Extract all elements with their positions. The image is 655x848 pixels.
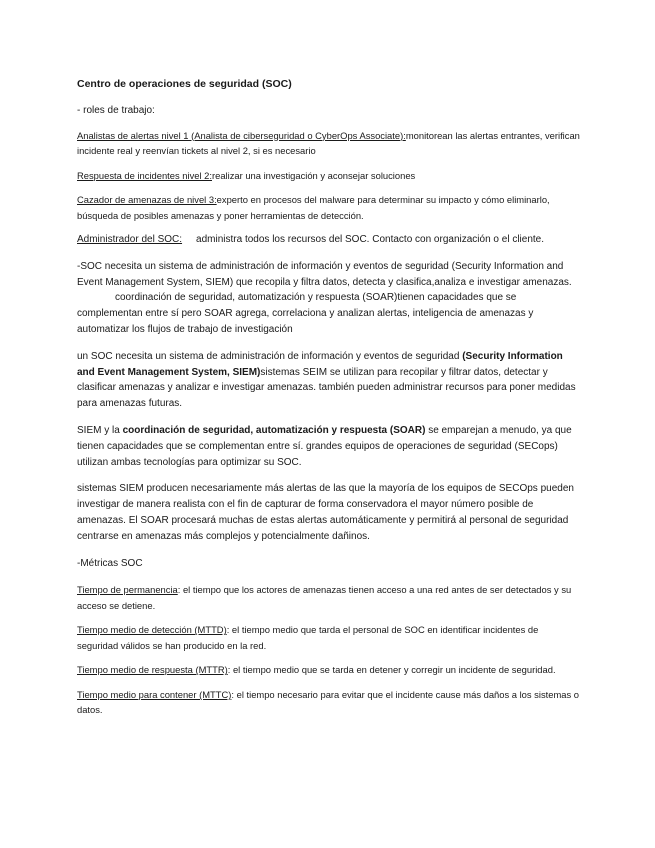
metric-mttd-text: : el tiempo medio que tarda el personal de SOC en identificar incidentes de seguridad válidos se han producido en la red. — [77, 624, 539, 651]
paragraph-siem-bold: (Security Information and Event Management System, SIEM) — [77, 350, 563, 378]
page-title: Centro de operaciones de seguridad (SOC) — [77, 78, 292, 90]
role-level-1-label: Analistas de alertas nivel 1 (Analista de ciberseguridad o CyberOps Associate): — [77, 129, 406, 141]
metric-mttc-text: : el tiempo necesario para evitar que el incidente cause más daños a los sistemas o datos. — [77, 688, 579, 716]
paragraph-soar-b: se emparejan a menudo, ya que tienen capacidades que se complementan entre sí. grandes equipos de operaciones de seguridad (SECops) utilizan ambas tecnologías para optimizar su SOC. — [77, 425, 572, 468]
paragraph-siem-soar-a: -SOC necesita un sistema de administración de información y eventos de seguridad (Security Information and Event Management System, SIEM) que recopila y filtra datos, detecta y clasifica,analiza e investigar amenazas. — [77, 260, 572, 288]
paragraph-siem — [77, 349, 582, 412]
metric-dwell-time — [77, 582, 582, 613]
metric-mttc-label: Tiempo medio para contener (MTTC) — [77, 688, 232, 700]
role-admin-text: administra todos los recursos del SOC. Contacto con organización o el cliente. — [196, 234, 545, 246]
paragraph-siem-soar-b: coordinación de seguridad, automatización y respuesta (SOAR)tienen capacidades que se complementan entre sí pero SOAR agrega, correlaciona y analizan alertas, inteligencia de amenazas y automatizar los flujos de trabajo de investigación — [77, 292, 534, 336]
roles-header: - roles de trabajo: — [77, 104, 155, 116]
role-admin-label: Administrador del SOC: — [77, 234, 183, 246]
role-level-2-label: Respuesta de incidentes nivel 2: — [77, 169, 212, 181]
paragraph-siem-soar — [77, 259, 582, 338]
metric-mttd-label: Tiempo medio de detección (MTTD) — [77, 624, 227, 636]
paragraph-soar — [77, 423, 582, 470]
paragraph-siem-b: sistemas SEIM se utilizan para recopilar y filtrar datos, detectar y clasificar amenazas y analizar e investigar amenazas. también pueden administrar recursos para poner medidas para amenazas futuras. — [77, 366, 576, 410]
role-admin — [77, 232, 582, 248]
paragraph-soar-a: SIEM y la — [77, 425, 123, 437]
metric-mttr — [77, 662, 582, 678]
role-level-3-label: Cazador de amenazas de nivel 3: — [77, 194, 217, 206]
paragraph-alerts: sistemas SIEM producen necesariamente más alertas de las que la mayoría de los equipos de SECOps pueden investigar de manera realista con el fin de capturar de forma conservadora el mayor número posible de amenazas. El SOAR procesará muchas de estas alertas automáticamente y permitirá al personal de seguridad centrarse en amenazas más complejos y potencialmente dañinos. — [77, 483, 574, 542]
paragraph-siem-a: un SOC necesita un sistema de administración de información y eventos de seguridad — [77, 350, 463, 362]
paragraph-soar-bold: coordinación de seguridad, automatización y respuesta (SOAR) — [122, 425, 426, 437]
metrics-header: -Métricas SOC — [77, 557, 143, 569]
metric-mttc — [77, 687, 582, 718]
role-level-2-text: realizar una investigación y aconsejar soluciones — [211, 169, 416, 181]
metric-mttr-text: : el tiempo medio que se tarda en detener y corregir un incidente de seguridad. — [227, 664, 556, 676]
role-level-3 — [77, 192, 582, 223]
metric-dwell-time-text: : el tiempo que los actores de amenazas tienen acceso a una red antes de ser detectados y su acceso se detiene. — [77, 584, 572, 611]
role-level-1 — [77, 128, 582, 159]
role-level-3-text: experto en procesos del malware para determinar su impacto y cómo eliminarlo, búsqueda de posibles amenazas y poner herramientas de detección. — [77, 194, 550, 221]
metric-dwell-time-label: Tiempo de permanencia — [77, 584, 178, 596]
role-level-2 — [77, 168, 582, 184]
document-body — [77, 77, 582, 727]
role-level-1-text: monitorean las alertas entrantes, verifican incidente real y reenvían tickets al nivel 2, si es necesario — [77, 129, 580, 157]
metric-mttr-label: Tiempo medio de respuesta (MTTR) — [77, 664, 228, 676]
metric-mttd — [77, 622, 582, 653]
